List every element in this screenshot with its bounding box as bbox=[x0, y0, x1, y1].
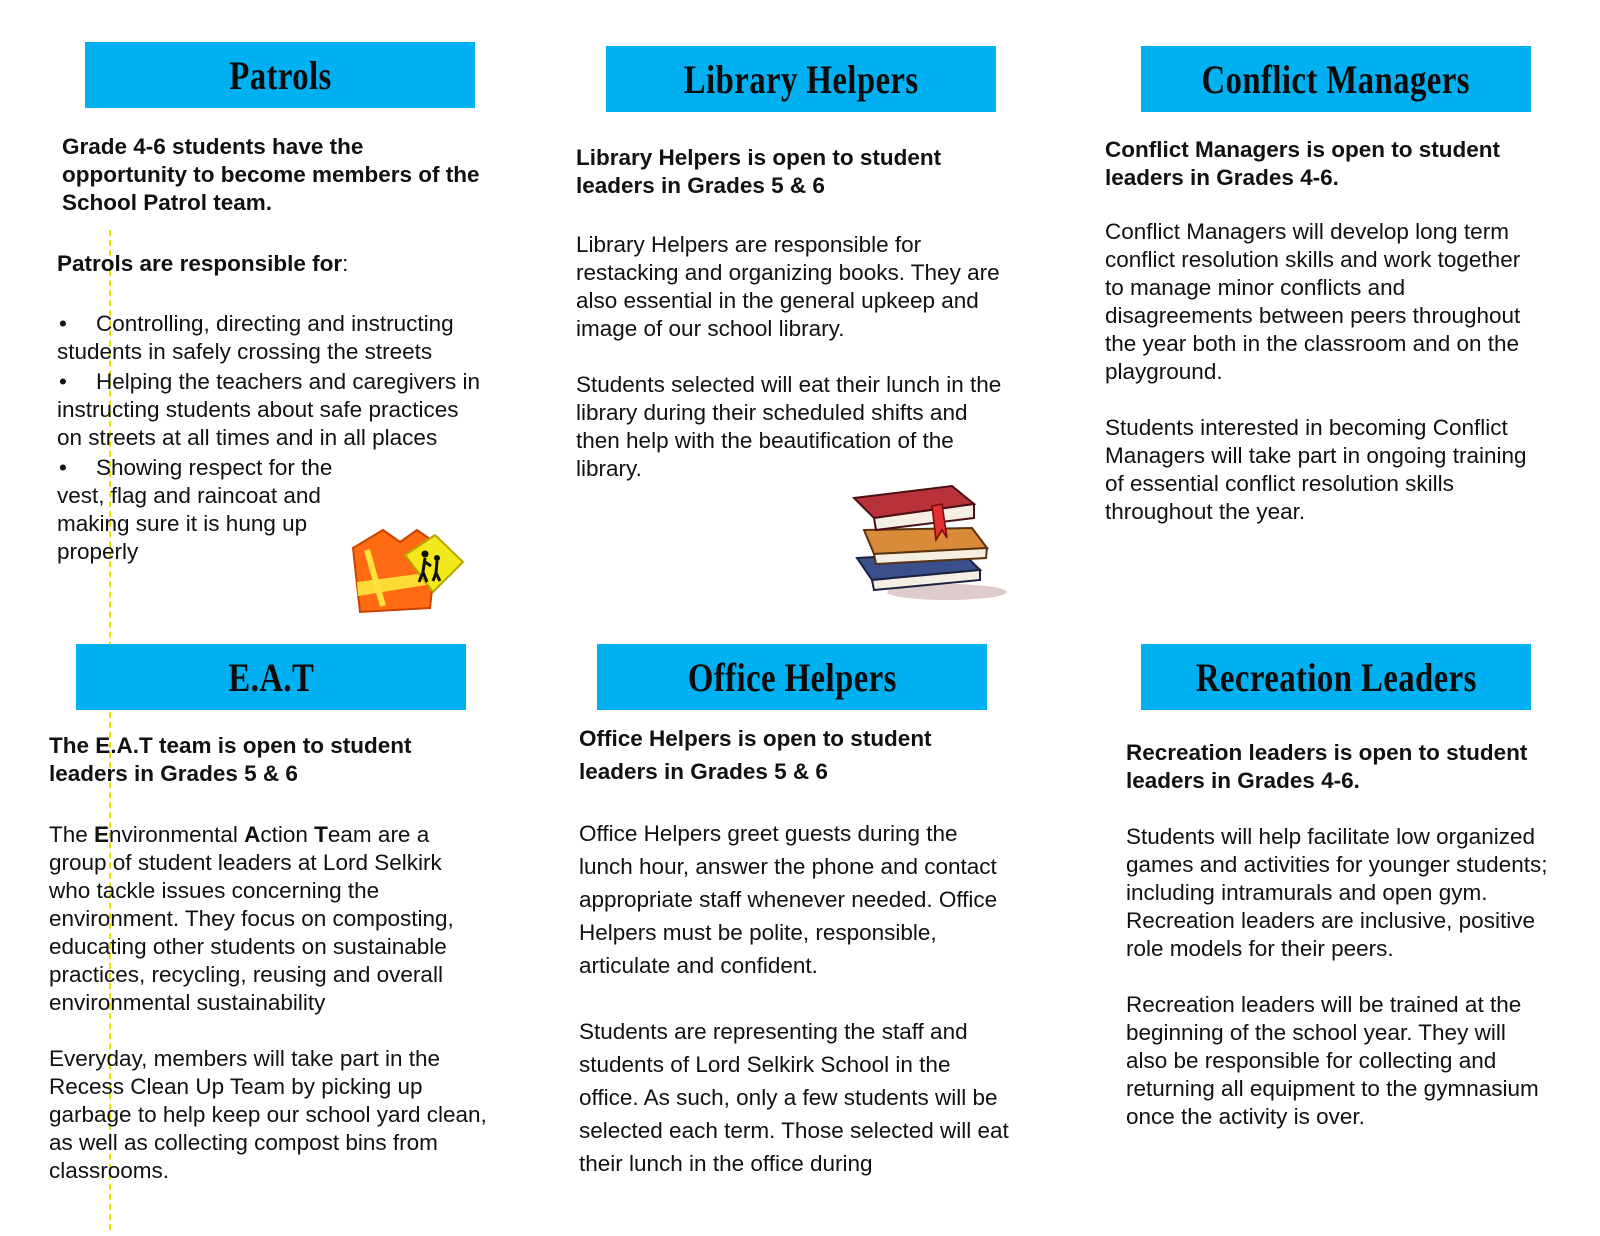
eat-intro: The E.A.T team is open to student leaders in Grades 5 & 6 bbox=[49, 733, 412, 786]
library-para-1: Library Helpers are responsible for restacking and organizing books. They are also essential in the general upkeep and image of our school library. bbox=[576, 232, 1000, 341]
eat-section bbox=[49, 732, 489, 1185]
recreation-para-2: Recreation leaders will be trained at the beginning of the school year. They will also be responsible for collecting and returning all equipment to the gymnasium once the activity is over. bbox=[1126, 992, 1539, 1129]
library-banner bbox=[606, 46, 996, 112]
office-title: Office Helpers bbox=[687, 654, 897, 700]
patrols-intro: Grade 4-6 students have the opportunity to become members of the School Patrol team. bbox=[62, 134, 480, 215]
recreation-section bbox=[1126, 739, 1566, 1131]
library-intro: Library Helpers is open to student leaders in Grades 5 & 6 bbox=[576, 145, 942, 198]
conflict-para-2: Students interested in becoming Conflict Managers will take part in ongoing training of essential conflict resolution skills throughout the year. bbox=[1105, 415, 1527, 524]
patrols-section bbox=[57, 133, 487, 568]
office-para-1: Office Helpers greet guests during the lunch hour, answer the phone and contact appropriate staff whenever needed. Office Helpers must be polite, responsible, articulate and confident. bbox=[579, 821, 998, 978]
list-item: • Helping the teachers and caregivers in instructing students about safe practices on streets at all times and in all places bbox=[57, 368, 487, 452]
library-para-2: Students selected will eat their lunch in the library during their scheduled shifts and then help with the beautification of the library. bbox=[576, 372, 1002, 481]
office-section bbox=[579, 722, 1009, 1180]
library-title: Library Helpers bbox=[683, 56, 919, 102]
recreation-intro: Recreation leaders is open to student leaders in Grades 4-6. bbox=[1126, 740, 1528, 793]
conflict-title: Conflict Managers bbox=[1201, 56, 1471, 102]
books-icon bbox=[852, 470, 1012, 605]
list-item: • Controlling, directing and instructing students in safely crossing the streets bbox=[57, 310, 487, 366]
conflict-banner bbox=[1141, 46, 1531, 112]
recreation-para-1: Students will help facilitate low organized games and activities for younger students; including intramurals and open gym. Recreation leaders are inclusive, positive role models for their peers. bbox=[1126, 824, 1548, 961]
conflict-section bbox=[1105, 136, 1550, 526]
eat-para-2: Everyday, members will take part in the Recess Clean Up Team by picking up garbage to help keep our school yard clean, as well as collecting compost bins from classrooms. bbox=[49, 1046, 487, 1183]
safety-vest-icon bbox=[345, 520, 470, 615]
patrols-title: Patrols bbox=[228, 52, 332, 98]
conflict-para-1: Conflict Managers will develop long term conflict resolution skills and work together to manage minor conflicts and disagreements between peers throughout the year both in the classroom and on the playground. bbox=[1105, 219, 1521, 384]
office-banner bbox=[597, 644, 987, 710]
eat-title: E.A.T bbox=[228, 654, 314, 700]
eat-banner bbox=[76, 644, 466, 710]
patrols-resp-heading: Patrols are responsible for: bbox=[57, 251, 349, 276]
office-intro: Office Helpers is open to student leaders in Grades 5 & 6 bbox=[579, 726, 932, 784]
conflict-intro: Conflict Managers is open to student leaders in Grades 4-6. bbox=[1105, 137, 1501, 190]
office-para-2: Students are representing the staff and students of Lord Selkirk School in the office. As such, only a few students will be selected each term. Those selected will eat their lunch in the office during bbox=[579, 1019, 1009, 1176]
library-section bbox=[576, 144, 1006, 483]
recreation-title: Recreation Leaders bbox=[1195, 654, 1477, 700]
list-item: • Showing respect for the vest, flag and raincoat and making sure it is hung up properly bbox=[57, 454, 347, 566]
patrols-banner bbox=[85, 42, 475, 108]
recreation-banner bbox=[1141, 644, 1531, 710]
eat-para-1: The Environmental Action Team are a group of student leaders at Lord Selkirk who tackle issues concerning the environment. They focus on composting, educating other students on sustainable practices, recycling, reusing and overall environmental sustainability bbox=[49, 822, 454, 1015]
